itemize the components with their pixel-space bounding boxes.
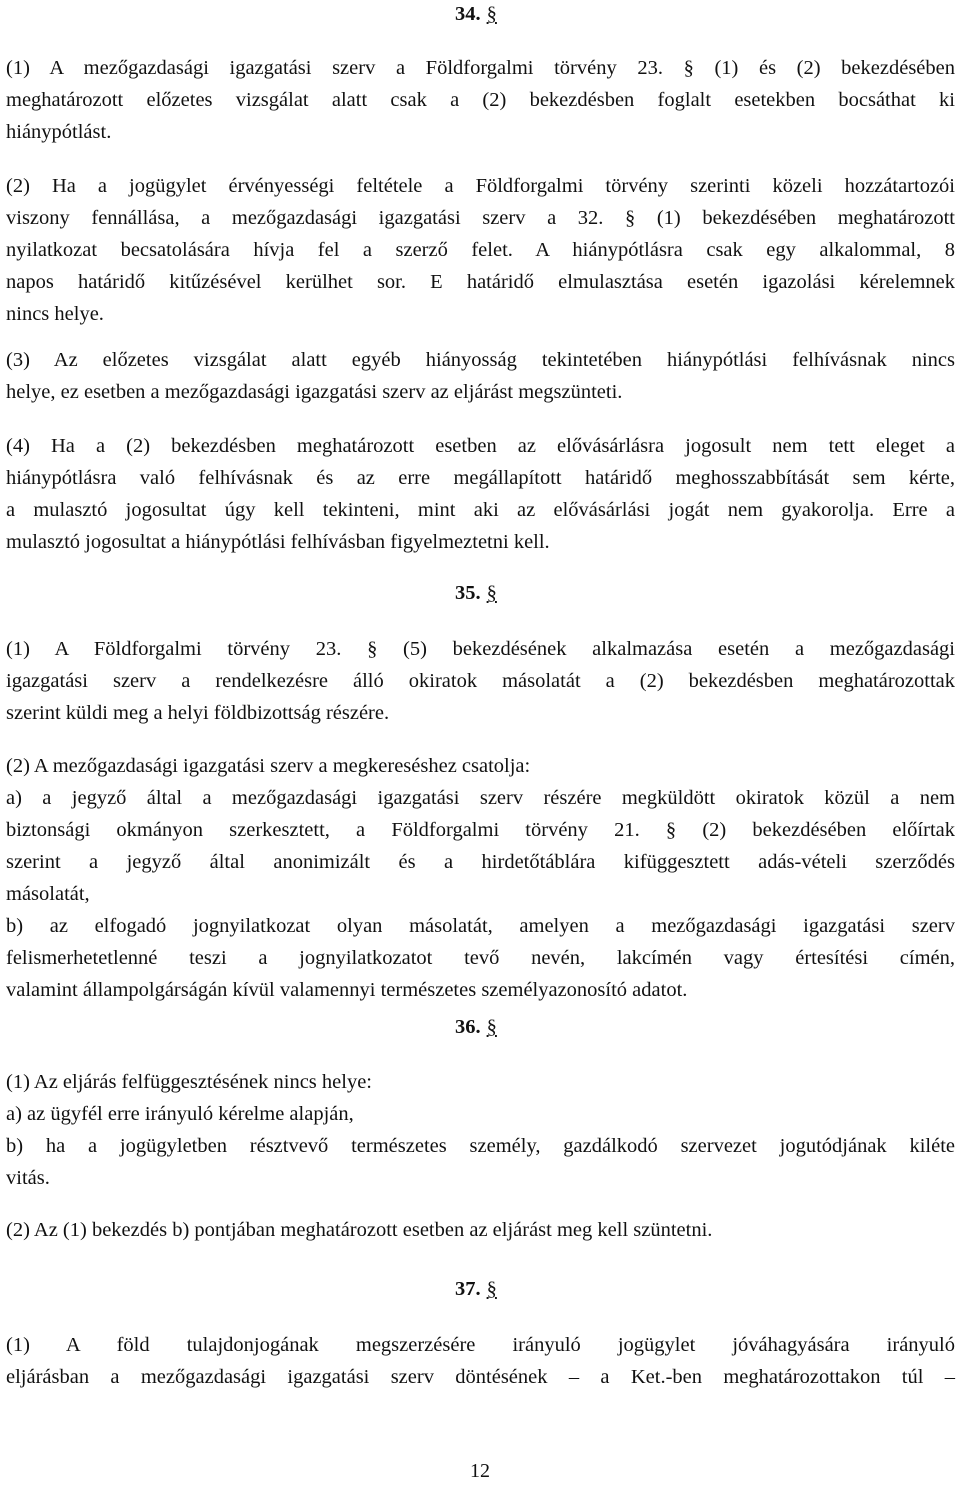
text-line: szerint a jegyző által anonimizált és a hirdetőtáblára kifüggesztett adás-vételi szerződés: [6, 851, 955, 873]
text-line: hiánypótlást.: [6, 121, 112, 143]
section-symbol: §: [486, 1016, 497, 1038]
text-line: szerint küldi meg a helyi földbizottság részére.: [6, 702, 390, 724]
text-line: nincs helye.: [6, 303, 104, 325]
text-line: (1) A Földforgalmi törvény 23. § (5) bekezdésének alkalmazása esetén a mezőgazdasági: [6, 638, 955, 660]
text-line: napos határidő kitűzésével kerülhet sor. E határidő elmulasztása esetén igazolási kérelemnek: [6, 271, 955, 293]
paragraph-34-4: [6, 430, 955, 558]
section-symbol: §: [486, 3, 497, 25]
text-line: (1) A mezőgazdasági igazgatási szerv a Földforgalmi törvény 23. § (1) és (2) bekezdésében: [6, 57, 955, 79]
text-line: meghatározott előzetes vizsgálat alatt csak a (2) bekezdésben foglalt esetekben bocsáthat ki: [6, 89, 955, 111]
paragraph-37-1: [6, 1329, 955, 1393]
section-number: 35.: [455, 582, 481, 604]
section-number: 34.: [455, 3, 481, 25]
paragraph-34-3: [6, 344, 955, 408]
text-line: (1) A föld tulajdonjogának megszerzésére irányuló jogügylet jóváhagyására irányuló: [6, 1334, 955, 1356]
section-heading-36: [455, 1013, 497, 1041]
section-heading-34: [455, 0, 497, 28]
paragraph-36-2: [6, 1214, 955, 1246]
text-line: másolatát,: [6, 883, 90, 905]
text-line: (2) Az (1) bekezdés b) pontjában meghatározott esetben az eljárást meg kell szüntetni.: [6, 1219, 713, 1241]
text-line: helye, ez esetben a mezőgazdasági igazgatási szerv az eljárást megszünteti.: [6, 381, 623, 403]
paragraph-35-2: [6, 750, 955, 1006]
text-line: (1) Az eljárás felfüggesztésének nincs helye:: [6, 1071, 372, 1093]
section-symbol: §: [486, 582, 497, 604]
text-line: felismerhetetlenné teszi a jognyilatkozatot tevő nevén, lakcímén vagy értesítési címén,: [6, 947, 955, 969]
paragraph-34-1: [6, 52, 955, 148]
text-line: eljárásban a mezőgazdasági igazgatási szerv döntésének – a Ket.-ben meghatározottakon túl –: [6, 1366, 955, 1388]
text-line: hiánypótlásra való felhívásnak és az erre megállapított határidő meghosszabbítását sem kérte,: [6, 467, 955, 489]
text-line: vitás.: [6, 1167, 50, 1189]
text-line: mulasztó jogosultat a hiánypótlási felhívásban figyelmeztetni kell.: [6, 531, 550, 553]
section-number: 37.: [455, 1278, 481, 1300]
text-line: a) a jegyző által a mezőgazdasági igazgatási szerv részére megküldött okiratok közül a nem: [6, 787, 955, 809]
text-line: (3) Az előzetes vizsgálat alatt egyéb hiányosság tekintetében hiánypótlási felhívásnak nincs: [6, 349, 955, 371]
text-line: biztonsági okmányon szerkesztett, a Földforgalmi törvény 21. § (2) bekezdésében előírtak: [6, 819, 955, 841]
paragraph-36-1: [6, 1066, 955, 1194]
section-symbol: §: [486, 1278, 497, 1300]
paragraph-34-2: [6, 170, 955, 330]
text-line: a mulasztó jogosultat úgy kell tekinteni, mint aki az elővásárlási jogát nem gyakorolja. Erre a: [6, 499, 955, 521]
paragraph-35-1: [6, 633, 955, 729]
section-heading-35: [455, 579, 497, 607]
page-number: 12: [470, 1460, 490, 1482]
text-line: igazgatási szerv a rendelkezésre álló okiratok másolatát a (2) bekezdésben meghatározottak: [6, 670, 955, 692]
text-line: b) az elfogadó jognyilatkozat olyan másolatát, amelyen a mezőgazdasági igazgatási szerv: [6, 915, 955, 937]
section-number: 36.: [455, 1016, 481, 1038]
text-line: (2) A mezőgazdasági igazgatási szerv a megkereséshez csatolja:: [6, 755, 531, 777]
text-line: a) az ügyfél erre irányuló kérelme alapján,: [6, 1103, 354, 1125]
text-line: (4) Ha a (2) bekezdésben meghatározott esetben az elővásárlásra jogosult nem tett eleget a: [6, 435, 955, 457]
text-line: valamint állampolgárságán kívül valamennyi természetes személyazonosító adatot.: [6, 979, 688, 1001]
text-line: nyilatkozat becsatolására hívja fel a szerző felet. A hiánypótlásra csak egy alkalommal, 8: [6, 239, 955, 261]
section-heading-37: [455, 1275, 497, 1303]
text-line: (2) Ha a jogügylet érvényességi feltétele a Földforgalmi törvény szerinti közeli hozzátartozói: [6, 175, 955, 197]
text-line: viszony fennállása, a mezőgazdasági igazgatási szerv a 32. § (1) bekezdésében meghatározott: [6, 207, 955, 229]
text-line: b) ha a jogügyletben résztvevő természetes személy, gazdálkodó szervezet jogutódjának kiléte: [6, 1135, 955, 1157]
